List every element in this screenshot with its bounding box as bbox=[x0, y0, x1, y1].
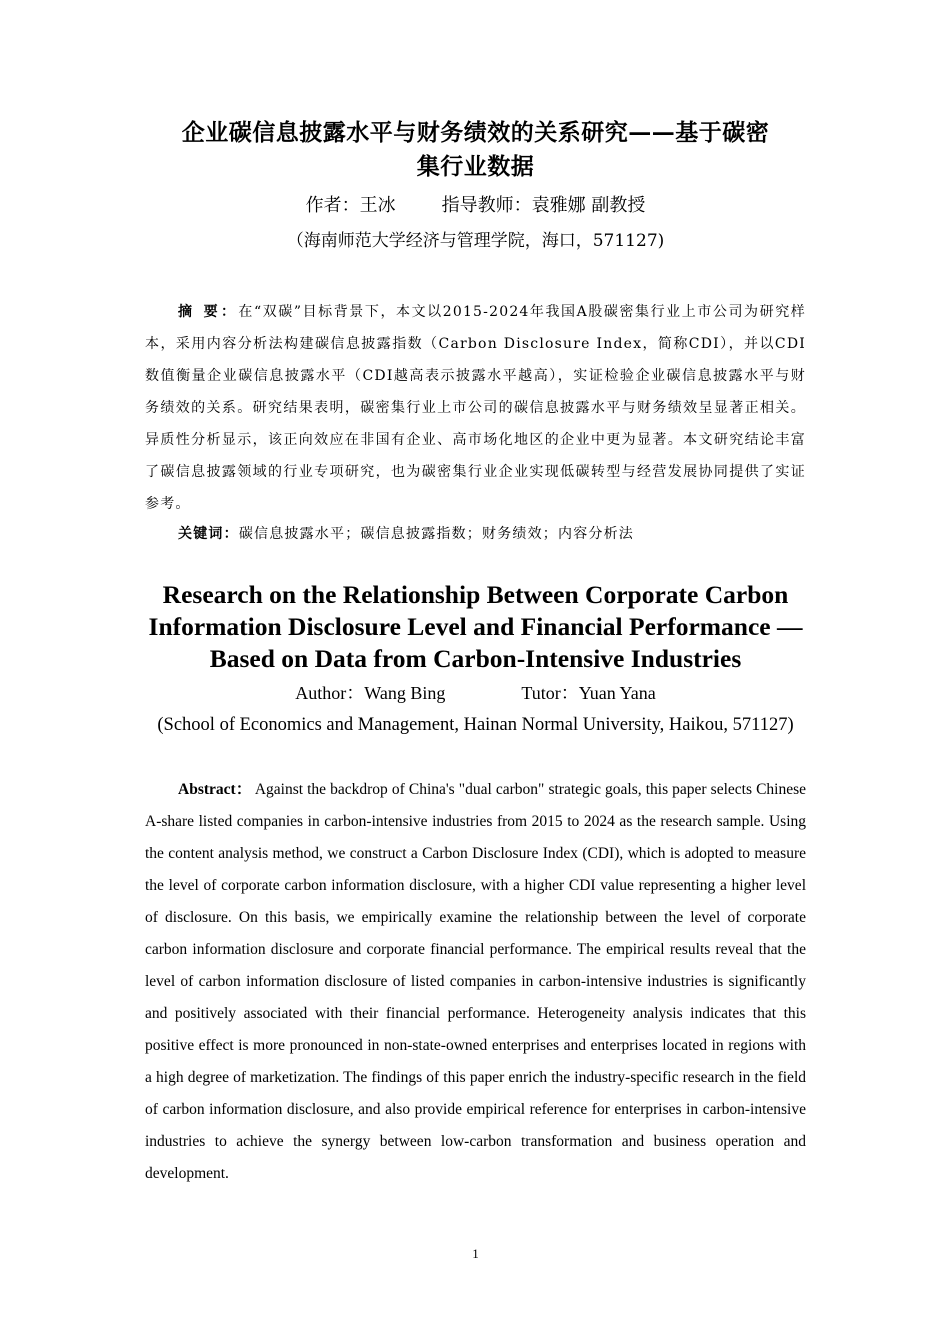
english-title-line-3: Based on Data from Carbon-Intensive Industries bbox=[209, 644, 742, 673]
chinese-abstract bbox=[145, 296, 806, 520]
english-affiliation: (School of Economics and Management, Hainan Normal University, Haikou, 571127) bbox=[157, 715, 794, 735]
english-abstract-text: Against the backdrop of China's "dual carbon" strategic goals, this paper selects Chinese A-share listed companies in carbon-intensive industries from 2015 to 2024 as the research sample. Using the content analysis method, we construct a Carbon Disclosure Index (CDI), which is adopted to measure the level of corporate carbon information disclosure, with a higher CDI value representing a higher level of disclosure. On this basis, we empirically examine the relationship between the level of corporate carbon information disclosure and corporate financial performance. The empirical results reveal that the level of carbon information disclosure of listed companies in carbon-intensive industries is significantly and positively associated with their financial performance. Heterogeneity analysis indicates that this positive effect is more pronounced in non-state-owned enterprises and enterprises located in regions with a high degree of marketization. The findings of this paper enrich the industry-specific research in the field of carbon information disclosure, and also provide empirical reference for enterprises in carbon-intensive industries to achieve the synergy between low-carbon transformation and business operation and development. bbox=[145, 781, 806, 1182]
english-abstract-label: Abstract： bbox=[178, 781, 252, 798]
page-number: 1 bbox=[472, 1246, 479, 1261]
english-title bbox=[135, 579, 816, 675]
chinese-affiliation: （海南师范大学经济与管理学院，海口，571127) bbox=[286, 231, 665, 251]
chinese-abstract-text: 在“双碳”目标背景下，本文以2015-2024年我国A股碳密集行业上市公司为研究样本，采用内容分析法构建碳信息披露指数（Carbon Disclosure Index，简称CDI），并以CDI数值衡量企业碳信息披露水平（CDI越高表示披露水平越高），实证检验企业碳信息披露水平与财务绩效的关系。研究结果表明，碳密集行业上市公司的碳信息披露水平与财务绩效呈显著正相关。异质性分析显示，该正向效应在非国有企业、高市场化地区的企业中更为显著。本文研究结论丰富了碳信息披露领域的行业专项研究，也为碳密集行业企业实现低碳转型与经营发展协同提供了实证参考。 bbox=[145, 304, 806, 512]
chinese-authors bbox=[145, 192, 806, 220]
english-title-line-1: Research on the Relationship Between Corporate Carbon bbox=[162, 580, 789, 609]
chinese-advisor: 指导教师：袁雅娜 副教授 bbox=[441, 195, 646, 216]
chinese-keywords bbox=[178, 518, 806, 550]
english-tutor: Tutor：Yuan Yana bbox=[521, 683, 656, 703]
english-authors bbox=[145, 680, 806, 706]
chinese-keywords-label: 关键词： bbox=[178, 526, 239, 542]
chinese-title bbox=[145, 116, 806, 184]
english-title-line-2: Information Disclosure Level and Financial Performance — bbox=[148, 612, 803, 641]
chinese-abstract-label: 摘 要： bbox=[178, 304, 239, 320]
english-abstract bbox=[145, 774, 806, 1190]
chinese-keywords-text: 碳信息披露水平；碳信息披露指数；财务绩效；内容分析法 bbox=[238, 526, 635, 542]
chinese-title-line-1: 企业碳信息披露水平与财务绩效的关系研究——基于碳密 bbox=[181, 119, 770, 146]
chinese-title-line-2: 集行业数据 bbox=[416, 153, 535, 180]
chinese-author: 作者：王冰 bbox=[305, 195, 396, 216]
english-author: Author：Wang Bing bbox=[295, 683, 446, 703]
